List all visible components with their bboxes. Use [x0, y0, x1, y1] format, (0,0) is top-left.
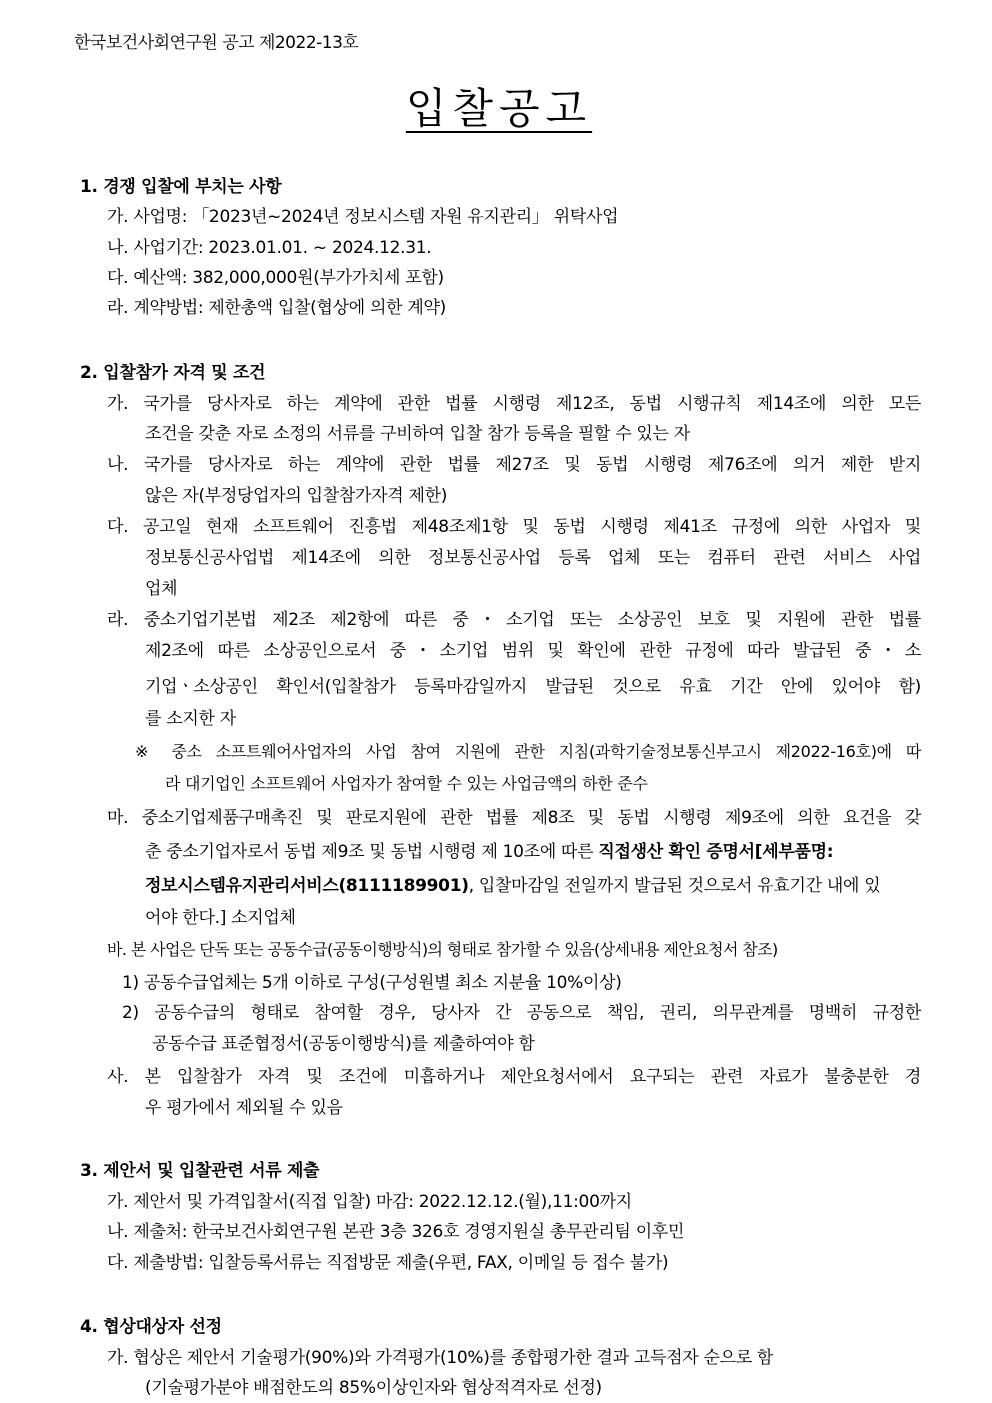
section-2-item-e-line3-text: , 입찰마감일 전일까지 발급된 것으로서 유효기간 내에 있	[468, 876, 881, 896]
section-2-item-e-line2	[145, 841, 833, 863]
section-1-item-d: 라. 계약방법: 제한총액 입찰(협상에 의한 계약)	[107, 298, 446, 318]
notice-number: 한국보건사회연구원 공고 제2022-13호	[74, 33, 359, 53]
section-2-item-d-line1: 라. 중소기업기본법 제2조 제2항에 따른 중・소기업 또는 소상공인 보호 및 지원에 관한 법률	[107, 610, 921, 630]
section-2-item-f: 바. 본 사업은 단독 또는 공동수급(공동이행방식)의 형태로 참가할 수 있음(상세내용 제안요청서 참조)	[107, 940, 778, 959]
document-title-text: 입찰공고	[405, 84, 593, 133]
section-2-item-e-line2-bold: 직접생산 확인 증명서[세부품명:	[598, 842, 834, 862]
section-2-item-e-line1: 마. 중소기업제품구매촉진 및 판로지원에 관한 법률 제8조 및 동법 시행령 제9조에 의한 요건을 갖	[107, 808, 921, 828]
section-2-item-e-line3-bold: 정보시스템유지관리서비스(8111189901)	[145, 876, 469, 896]
section-1-item-b: 나. 사업기간: 2023.01.01. ~ 2024.12.31.	[107, 238, 432, 258]
section-2-item-a-line2: 조건을 갖춘 자로 소정의 서류를 구비하여 입찰 참가 등록을 필할 수 있는 자	[145, 424, 690, 444]
section-3-item-b: 나. 제출처: 한국보건사회연구원 본관 3층 326호 경영지원실 총무관리팀 이후민	[107, 1222, 685, 1242]
section-4-item-a-line1: 가. 협상은 제안서 기술평가(90%)와 가격평가(10%)를 종합평가한 결과 고득점자 순으로 함	[107, 1348, 774, 1368]
section-2-item-c-line1: 다. 공고일 현재 소프트웨어 진흥법 제48조제1항 및 동법 시행령 제41조 규정에 의한 사업자 및	[107, 517, 921, 537]
section-2-item-g-line2: 우 평가에서 제외될 수 있음	[145, 1098, 343, 1118]
section-2-item-f-sub1: 1) 공동수급업체는 5개 이하로 구성(구성원별 최소 지분율 10%이상)	[122, 973, 622, 993]
section-2-item-g-line1: 사. 본 입찰참가 자격 및 조건에 미흡하거나 제안요청서에서 요구되는 관련 자료가 불충분한 경	[107, 1067, 921, 1087]
section-3-heading: 3. 제안서 및 입찰관련 서류 제출	[80, 1161, 320, 1181]
section-2-heading: 2. 입찰참가 자격 및 조건	[80, 363, 266, 383]
section-2-item-e-line4: 어야 한다.] 소지업체	[145, 908, 296, 928]
section-2-item-b-line1: 나. 국가를 당사자로 하는 계약에 관한 법률 제27조 및 동법 시행령 제76조에 의거 제한 받지	[107, 455, 921, 475]
section-4-item-a-line2: (기술평가분야 배점한도의 85%이상인자와 협상적격자로 선정)	[145, 1378, 602, 1398]
section-2-item-d-line2: 제2조에 따른 소상공인으로서 중・소기업 범위 및 확인에 관한 규정에 따라 발급된 중・소	[145, 641, 921, 661]
section-4-heading: 4. 협상대상자 선정	[80, 1317, 222, 1337]
section-2-item-e-line3	[145, 875, 880, 897]
section-2-item-d-line3: 기업ㆍ소상공인 확인서(입찰참가 등록마감일까지 발급된 것으로 유효 기간 안에 있어야 함)	[145, 677, 921, 697]
document-title	[0, 76, 992, 136]
section-2-item-a-line1: 가. 국가를 당사자로 하는 계약에 관한 법률 시행령 제12조, 동법 시행규칙 제14조에 의한 모든	[107, 394, 921, 414]
section-3-item-c: 다. 제출방법: 입찰등록서류는 직접방문 제출(우편, FAX, 이메일 등 접수 불가)	[107, 1253, 669, 1273]
section-2-item-b-line2: 않은 자(부정당업자의 입찰참가자격 제한)	[145, 486, 448, 506]
section-2-item-c-line2: 정보통신공사업법 제14조에 의한 정보통신공사업 등록 업체 또는 컴퓨터 관련 서비스 사업	[145, 548, 921, 568]
section-2-item-d-line4: 를 소지한 자	[145, 709, 236, 729]
section-3-item-a: 가. 제안서 및 가격입찰서(직접 입찰) 마감: 2022.12.12.(월),11:00까지	[107, 1192, 632, 1212]
section-1-item-c: 다. 예산액: 382,000,000원(부가가치세 포함)	[107, 268, 444, 288]
section-2-item-f-sub2-line2: 공동수급 표준협정서(공동이행방식)를 제출하여야 함	[152, 1034, 535, 1054]
section-1-heading: 1. 경쟁 입찰에 부치는 사항	[80, 177, 282, 197]
section-2-item-e-line2-text: 춘 중소기업자로서 동법 제9조 및 동법 시행령 제 10조에 따른	[145, 842, 599, 862]
section-2-note-line1: ※ 중소 소프트웨어사업자의 사업 참여 지원에 관한 지침(과학기술정보통신부고시 제2022-16호)에 따	[135, 742, 921, 761]
section-2-note-line2: 라 대기업인 소프트웨어 사업자가 참여할 수 있는 사업금액의 하한 준수	[165, 774, 648, 793]
section-1-item-a: 가. 사업명: 「2023년~2024년 정보시스템 자원 유지관리」 위탁사업	[107, 207, 619, 227]
section-2-item-c-line3: 업체	[145, 579, 178, 599]
section-2-item-f-sub2-line1: 2) 공동수급의 형태로 참여할 경우, 당사자 간 공동으로 책임, 권리, 의무관계를 명백히 규정한	[122, 1003, 921, 1023]
